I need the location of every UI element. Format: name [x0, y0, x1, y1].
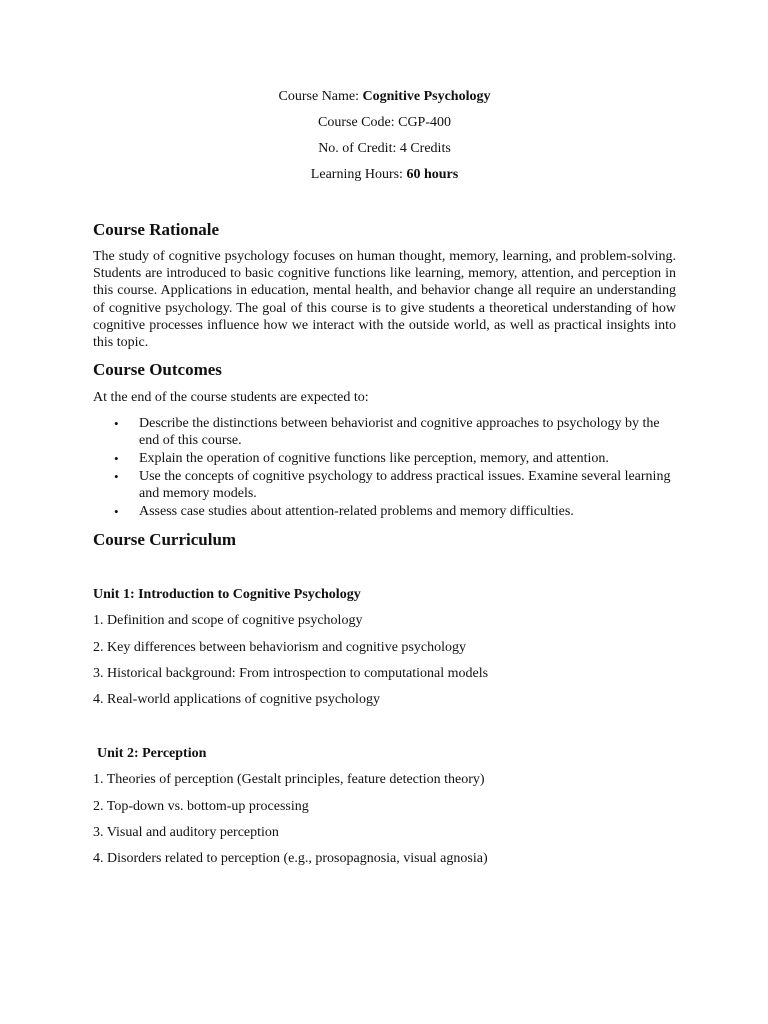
- credits-line: No. of Credit: 4 Credits: [318, 141, 451, 156]
- outcomes-list: [93, 416, 676, 522]
- learning-hours-value: 60 hours: [406, 167, 459, 182]
- learning-hours-line: [93, 166, 676, 184]
- unit-1-topic-4: 4. Real-world applications of cognitive psychology: [93, 692, 380, 707]
- outcome-text: Explain the operation of cognitive functions like perception, memory, and attention.: [139, 450, 609, 466]
- course-name-label: Course Name:: [278, 89, 363, 104]
- outcome-text: Describe the distinctions between behaviorist and cognitive approaches to psychology by the end of this course.: [139, 416, 660, 448]
- unit-1-topic-3: 3. Historical background: From introspection to computational models: [93, 666, 489, 681]
- unit-2-title: Unit 2: Perception: [97, 746, 207, 761]
- course-name-line: [93, 88, 676, 106]
- unit-1-topic-1: 1. Definition and scope of cognitive psychology: [93, 613, 363, 628]
- bullet-icon: •: [114, 416, 119, 431]
- bullet-icon: •: [114, 503, 119, 519]
- unit-2-topic-2: 2. Top-down vs. bottom-up processing: [93, 799, 309, 814]
- rationale-paragraph: The study of cognitive psychology focuses on human thought, memory, learning, and problem-solving. Students are introduced to basic cognitive functions like learning, memory, attention, and perception in this course. Applications in education, mental health, and behavior change all require an understanding of cognitive psychology. The goal of this course is to give students a theoretical understanding of how cognitive processes influence how we interact with the outside world, as well as practical insights into this topic.: [93, 249, 676, 351]
- outcome-text: Assess case studies about attention-related problems and memory difficulties.: [139, 503, 574, 519]
- course-name-value: Cognitive Psychology: [362, 89, 491, 104]
- outcome-item: [93, 469, 676, 502]
- learning-hours-label: Learning Hours:: [310, 167, 407, 182]
- bullet-icon: •: [114, 468, 119, 484]
- unit-2-topic-3: 3. Visual and auditory perception: [93, 825, 279, 840]
- outcome-item: [93, 416, 676, 449]
- rationale-heading: Course Rationale: [93, 220, 220, 239]
- bullet-icon: •: [114, 450, 119, 466]
- unit-1-topic-2: 2. Key differences between behaviorism and cognitive psychology: [93, 640, 466, 655]
- course-code-line: Course Code: CGP-400: [318, 115, 451, 130]
- unit-2-topic-4: 4. Disorders related to perception (e.g., prosopagnosia, visual agnosia): [93, 851, 488, 866]
- outcome-text: Use the concepts of cognitive psychology to address practical issues. Examine several learning and memory models.: [139, 468, 671, 501]
- unit-2-topic-1: 1. Theories of perception (Gestalt principles, feature detection theory): [93, 772, 485, 787]
- outcome-item: [93, 451, 676, 468]
- unit-1-title: Unit 1: Introduction to Cognitive Psychology: [93, 587, 361, 602]
- outcomes-heading: Course Outcomes: [93, 360, 222, 379]
- outcome-item: [93, 504, 676, 521]
- outcomes-intro: At the end of the course students are expected to:: [93, 390, 369, 405]
- curriculum-heading: Course Curriculum: [93, 530, 237, 549]
